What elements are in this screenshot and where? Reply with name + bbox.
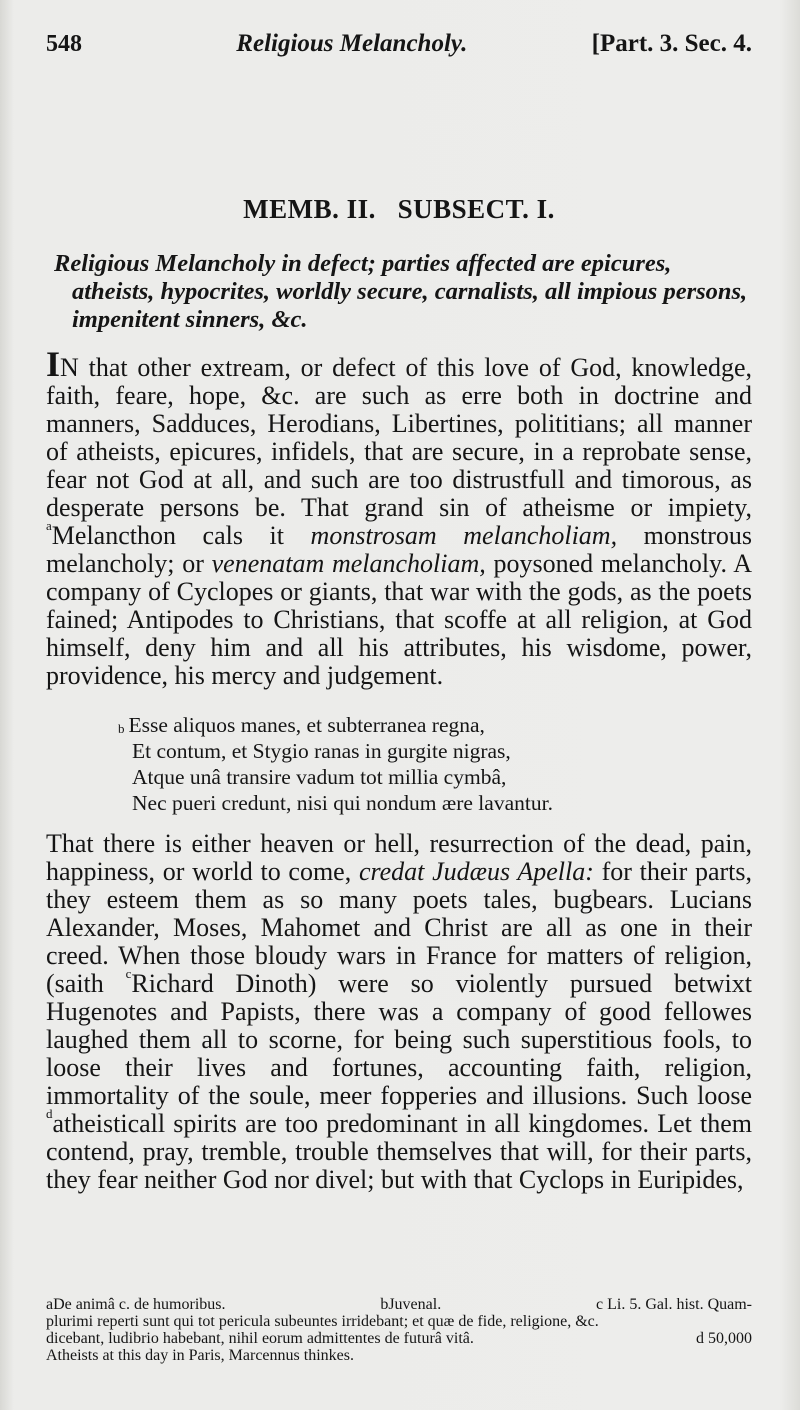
footnote-ref-d: d bbox=[46, 1106, 53, 1121]
para2-text-3: Richard Dinoth) were so violently pursued betwixt Hugenotes and Papists, there was a company of good fellowes laughed them all to scorne, for being such superstitious fools, to loose their lives and fortunes, accounting faith, religion, immortality of the soule, meer fopperies and illusions. Such loose bbox=[46, 969, 752, 1110]
paragraph-1 bbox=[46, 344, 753, 690]
running-head bbox=[46, 30, 752, 74]
para1-latin-2: venenatam melancholiam, bbox=[211, 549, 486, 578]
footnote-b: bJuvenal. bbox=[380, 1296, 442, 1313]
para2-text-2: for their parts, they esteem them as so many poets tales, bugbears. Lucians Alexander, Moses, Mahomet and Christ are all as one in their creed. When those bloudy wars in France for matters of religion, (saith bbox=[46, 857, 753, 998]
para1-latin-1: monstrosam melancholiam, bbox=[310, 521, 618, 550]
subsection-summary: Religious Melancholy in defect; parties affected are epicures, atheists, hypocrites, worldly secure, carnalists, all impious persons, impenitent sinners, &c. bbox=[54, 250, 748, 333]
footnote-c: c Li. 5. Gal. hist. Quam- bbox=[596, 1296, 752, 1313]
footnote-ref-c: c bbox=[125, 966, 132, 981]
para2-text-4: atheisticall spirits are too predominant in all kingdomes. Let them contend, pray, tremble, trouble themselves that will, for their parts, they fear neither God nor divel; but with that Cyclops in Euripides, bbox=[46, 1109, 752, 1194]
verse-line: Atque unâ transire vadum tot millia cymbâ, bbox=[132, 765, 507, 789]
para1-text-4: poysoned melancholy. A company of Cyclopes or giants, that war with the gods, as the poets fained; Antipodes to Christians, that scoffe at all religion, at God himself, deny him and all his attributes, his wisdome, power, providence, his mercy and judgement. bbox=[46, 549, 752, 690]
para1-text-1: N that other extream, or defect of this love of God, knowledge, faith, feare, hope, &c. are such as erre both in doctrine and manners, Sadduces, Herodians, Libertines, polititians; all manner of atheists, epicures, infidels, that are secure, in a reprobate sense, fear not God at all, and such are too distrustfull and timorous, as desperate persons be. That grand sin of atheisme or impiety, bbox=[46, 353, 752, 522]
latin-verse bbox=[118, 712, 752, 816]
verse-line: Et contum, et Stygio ranas in gurgite nigras, bbox=[132, 739, 511, 763]
footnote-c-continued: plurimi reperti sunt qui tot pericula subeuntes irridebant; et quæ de fide, religione, &c. bbox=[46, 1313, 599, 1330]
footnote-d: Atheists at this day in Paris, Marcennus thinkes. bbox=[46, 1347, 354, 1364]
para1-text-2: Melancthon cals it bbox=[51, 521, 284, 550]
footnote-ref-b: b bbox=[118, 721, 125, 736]
running-title: Religious Melancholy. bbox=[236, 30, 468, 57]
footnotes bbox=[46, 1296, 752, 1364]
part-section-reference: [Part. 3. Sec. 4. bbox=[591, 30, 752, 57]
footnote-c-end: dicebant, ludibrio habebant, nihil eorum admittentes de futurâ vitâ. bbox=[46, 1330, 474, 1347]
para2-text-1: That there is either heaven or hell, resurrection of the dead, pain, happiness, or world to come, bbox=[46, 829, 752, 886]
footnote-a: aDe animâ c. de humoribus. bbox=[46, 1296, 226, 1313]
section-heading: MEMB. II. SUBSECT. I. bbox=[243, 194, 555, 224]
footnote-d-number: d 50,000 bbox=[696, 1330, 752, 1347]
verse-line: $^b$ Esse aliquos manes, et subterranea regna, bbox=[118, 713, 485, 737]
verse-line: Nec pueri credunt, nisi qui nondum ære lavantur. bbox=[132, 791, 553, 815]
drop-cap: I bbox=[46, 344, 61, 384]
page-number: 548 bbox=[46, 31, 82, 57]
footnote-ref-a: a bbox=[46, 518, 52, 533]
para1-text-3: monstrous melancholy; or bbox=[46, 521, 753, 578]
para2-latin-1: credat Judæus Apella: bbox=[358, 857, 594, 886]
paragraph-2 bbox=[46, 830, 752, 1194]
